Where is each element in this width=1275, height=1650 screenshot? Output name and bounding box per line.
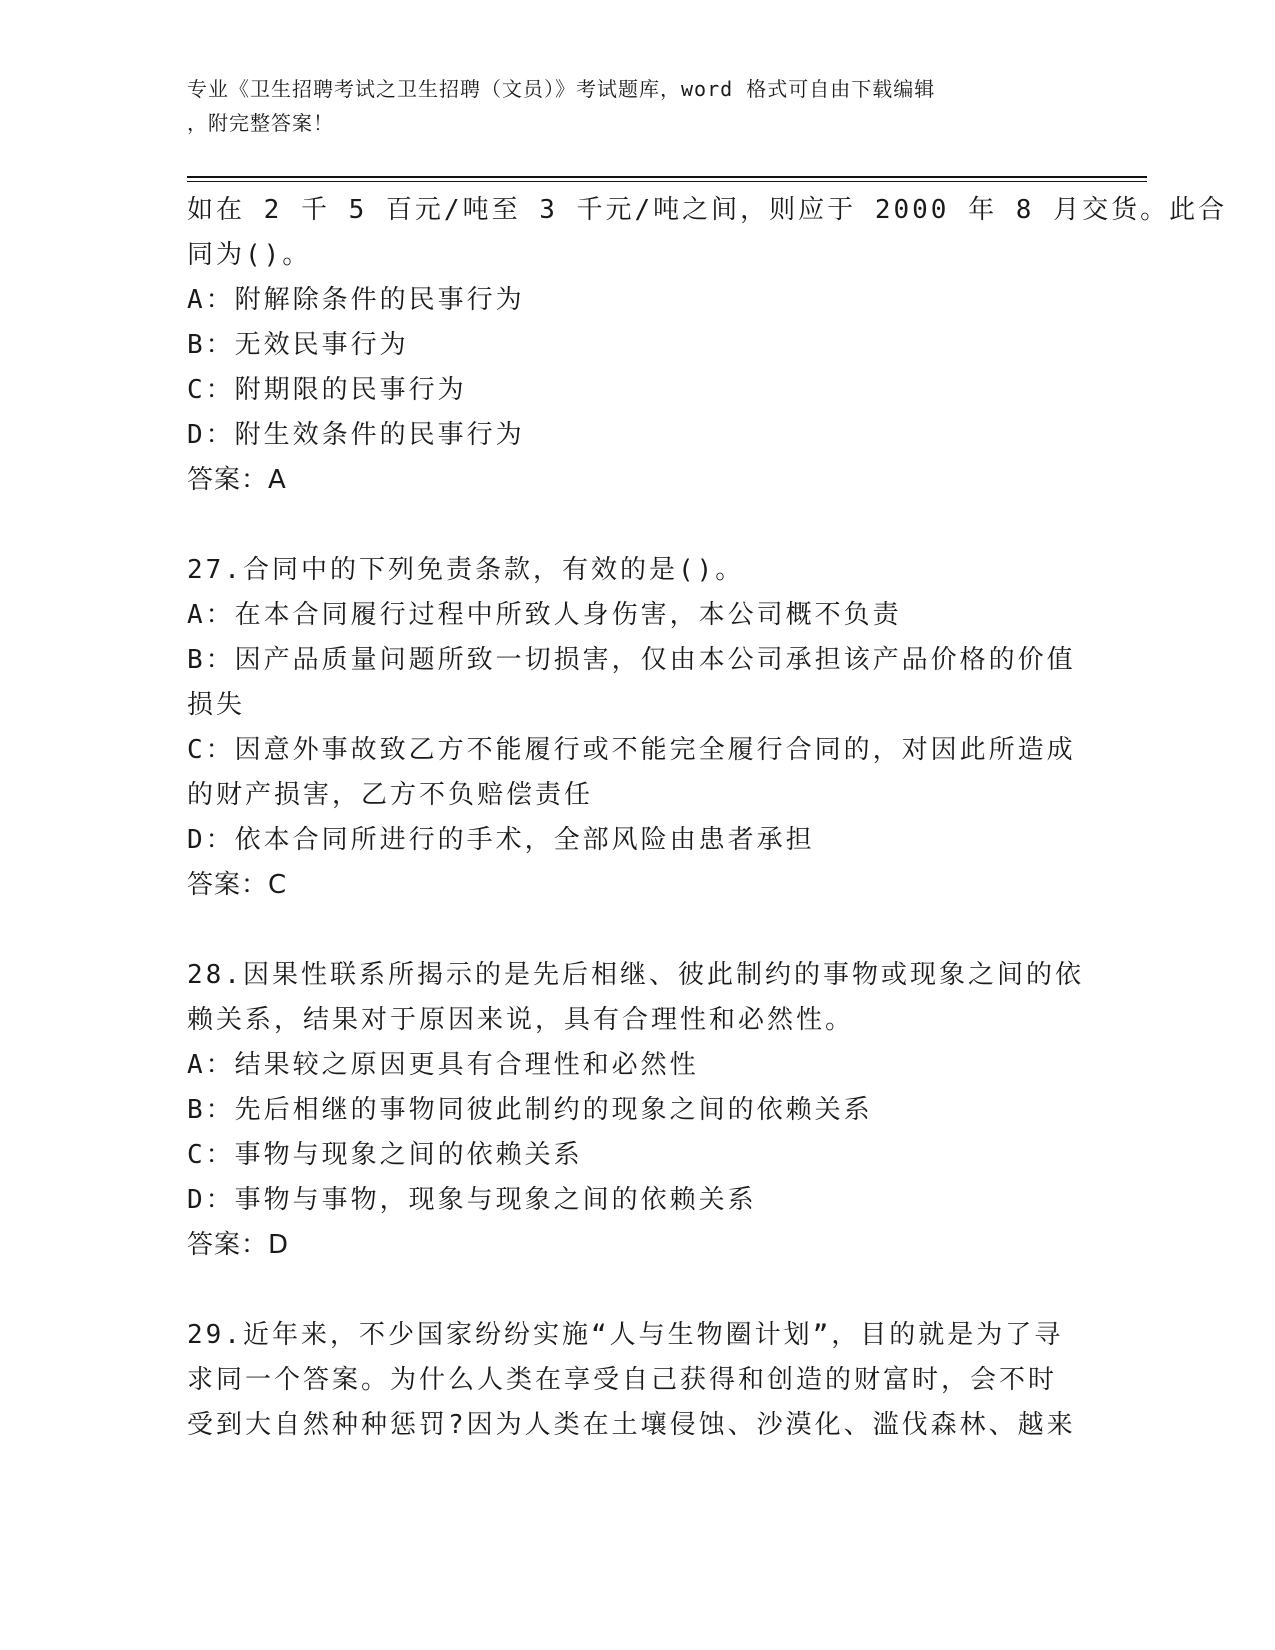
header-title-line: 专业《卫生招聘考试之卫生招聘（文员）》考试题库，word 格式可自由下载编辑 bbox=[187, 77, 936, 101]
option-c: C：附期限的民事行为 bbox=[187, 375, 467, 405]
option-b: B：无效民事行为 bbox=[187, 330, 409, 360]
option-a: A：在本合同履行过程中所致人身伤害，本公司概不负责 bbox=[187, 600, 902, 630]
question-stem-line: 赖关系，结果对于原因来说，具有合理性和必然性。 bbox=[187, 1005, 855, 1035]
question-27 bbox=[187, 548, 1076, 908]
header-divider-thin bbox=[187, 181, 1147, 182]
option-c-continued: 的财产损害，乙方不负赔偿责任 bbox=[187, 780, 594, 810]
spacer bbox=[187, 1268, 1072, 1313]
answer-line: 答案：C bbox=[187, 870, 288, 900]
option-c: C：因意外事故致乙方不能履行或不能完全履行合同的，对因此所造成 bbox=[187, 735, 1076, 765]
answer-line: 答案：A bbox=[187, 465, 287, 495]
answer-line: 答案：D bbox=[187, 1230, 290, 1260]
question-stem-line: 求同一个答案。为什么人类在享受自己获得和创造的财富时，会不时 bbox=[187, 1365, 1058, 1395]
option-c: C：事物与现象之间的依赖关系 bbox=[187, 1140, 583, 1170]
option-d: D：事物与事物，现象与现象之间的依赖关系 bbox=[187, 1185, 757, 1215]
question-28 bbox=[187, 953, 1084, 1268]
question-stem-line: 同为()。 bbox=[187, 240, 312, 270]
question-stem-line: 受到大自然种种惩罚?因为人类在土壤侵蚀、沙漠化、滥伐森林、越来 bbox=[187, 1410, 1076, 1440]
question-stem-line: 29.近年来，不少国家纷纷实施“人与生物圈计划”，目的就是为了寻 bbox=[187, 1320, 1064, 1350]
option-a: A：结果较之原因更具有合理性和必然性 bbox=[187, 1050, 699, 1080]
option-b-continued: 损失 bbox=[187, 690, 246, 720]
document-header bbox=[187, 72, 1067, 140]
question-list bbox=[187, 188, 1228, 1448]
question-26 bbox=[187, 188, 1228, 503]
question-stem-line: 28.因果性联系所揭示的是先后相继、彼此制约的事物或现象之间的依 bbox=[187, 960, 1084, 990]
spacer bbox=[187, 503, 1072, 548]
question-stem-line: 27.合同中的下列免责条款，有效的是()。 bbox=[187, 555, 745, 585]
option-a: A：附解除条件的民事行为 bbox=[187, 285, 525, 315]
header-subtitle-line: ，附完整答案！ bbox=[187, 111, 334, 135]
option-b: B：先后相继的事物同彼此制约的现象之间的依赖关系 bbox=[187, 1095, 873, 1125]
option-d: D：附生效条件的民事行为 bbox=[187, 420, 525, 450]
question-29 bbox=[187, 1313, 1076, 1448]
question-stem-line: 如在 2 千 5 百元/吨至 3 千元/吨之间，则应于 2000 年 8 月交货。此合 bbox=[187, 195, 1228, 225]
spacer bbox=[187, 908, 1072, 953]
option-b: B：因产品质量问题所致一切损害，仅由本公司承担该产品价格的价值 bbox=[187, 645, 1076, 675]
option-d: D：依本合同所进行的手术，全部风险由患者承担 bbox=[187, 825, 815, 855]
header-divider-thick bbox=[187, 176, 1147, 178]
